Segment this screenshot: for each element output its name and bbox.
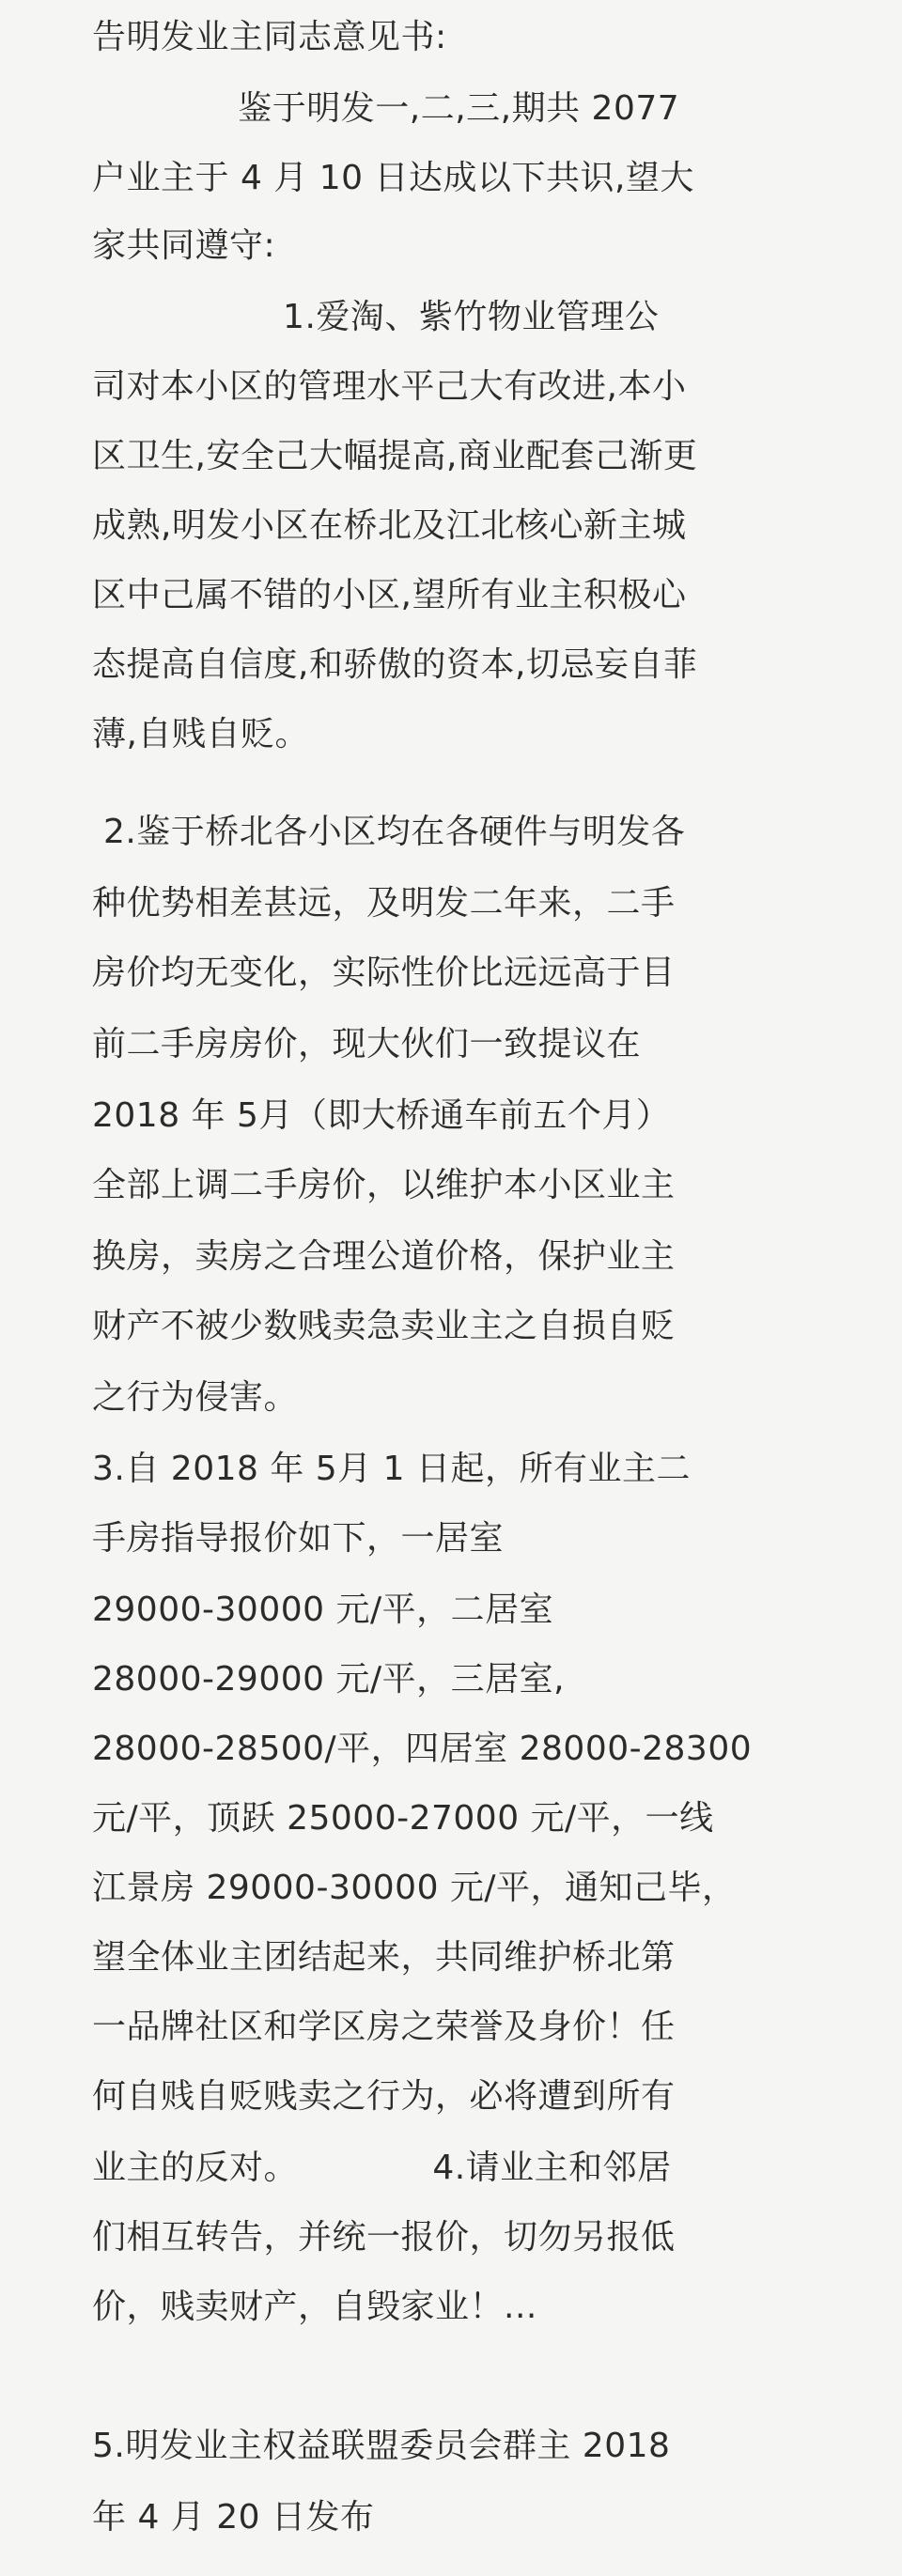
text-line: 3.自 2018 年 5月 1 日起，所有业主二 (92, 1450, 691, 1488)
text-line: 1.爱淘、紫竹物业管理公 (92, 298, 660, 336)
text-line: 财产不被少数贱卖急卖业主之自损自贬 (92, 1307, 676, 1345)
text-line: 区中己属不错的小区,望所有业主积极心 (92, 576, 687, 614)
text-line: 手房指导报价如下，一居室 (92, 1519, 505, 1558)
text-line: 们相互转告，并统一报价，切勿另报低 (92, 2218, 676, 2257)
text-line: 司对本小区的管理水平己大有改进,本小 (92, 367, 687, 406)
text-line: 种优势相差甚远，及明发二年来，二手 (92, 884, 676, 923)
text-line: 鉴于明发一,二,三,期共 2077 (92, 89, 680, 128)
text-line: 业主的反对。 4.请业主和邻居 (92, 2149, 672, 2187)
text-line: 望全体业主团结起来，共同维护桥北第 (92, 1938, 676, 1977)
text-line: 换房，卖房之合理公道价格，保护业主 (92, 1237, 676, 1276)
text-line: 何自贱自贬贱卖之行为，必将遭到所有 (92, 2077, 676, 2116)
text-line: 价，贱卖财产，自毁家业！... (92, 2288, 537, 2326)
text-line: 户业主于 4 月 10 日达成以下共识,望大 (92, 159, 694, 197)
text-line: 28000-29000 元/平，三居室, (92, 1660, 566, 1699)
text-line: 前二手房房价，现大伙们一致提议在 (92, 1025, 642, 1063)
notice-title: 告明发业主同志意见书: (92, 18, 447, 56)
text-line: 5.明发业主权益联盟委员会群主 2018 (92, 2427, 671, 2465)
text-line: 成熟,明发小区在桥北及江北核心新主城 (92, 506, 687, 545)
text-line: 2.鉴于桥北各小区均在各硬件与明发各 (92, 813, 686, 851)
text-line: 之行为侵害。 (92, 1378, 299, 1417)
text-line: 房价均无变化，实际性价比远远高于目 (92, 954, 676, 992)
text-line: 薄,自贱自贬。 (92, 715, 309, 753)
text-line: 区卫生,安全己大幅提高,商业配套己渐更 (92, 437, 698, 475)
text-line: 29000-30000 元/平，二居室 (92, 1591, 554, 1629)
text-line: 元/平，顶跃 25000-27000 元/平，一线 (92, 1799, 714, 1838)
signature-date-line: 年 4 月 20 日发布 (92, 2498, 375, 2537)
text-line: 家共同遵守: (92, 226, 276, 265)
text-line: 江景房 29000-30000 元/平，通知己毕， (92, 1869, 737, 1907)
text-line: 一品牌社区和学区房之荣誉及身价！任 (92, 2008, 676, 2046)
text-line: 态提高自信度,和骄傲的资本,切忌妄自菲 (92, 645, 698, 684)
text-line: 2018 年 5月（即大桥通车前五个月） (92, 1096, 671, 1135)
text-line: 全部上调二手房价，以维护本小区业主 (92, 1166, 676, 1204)
text-line: 28000-28500/平，四居室 28000-28300 (92, 1730, 753, 1768)
